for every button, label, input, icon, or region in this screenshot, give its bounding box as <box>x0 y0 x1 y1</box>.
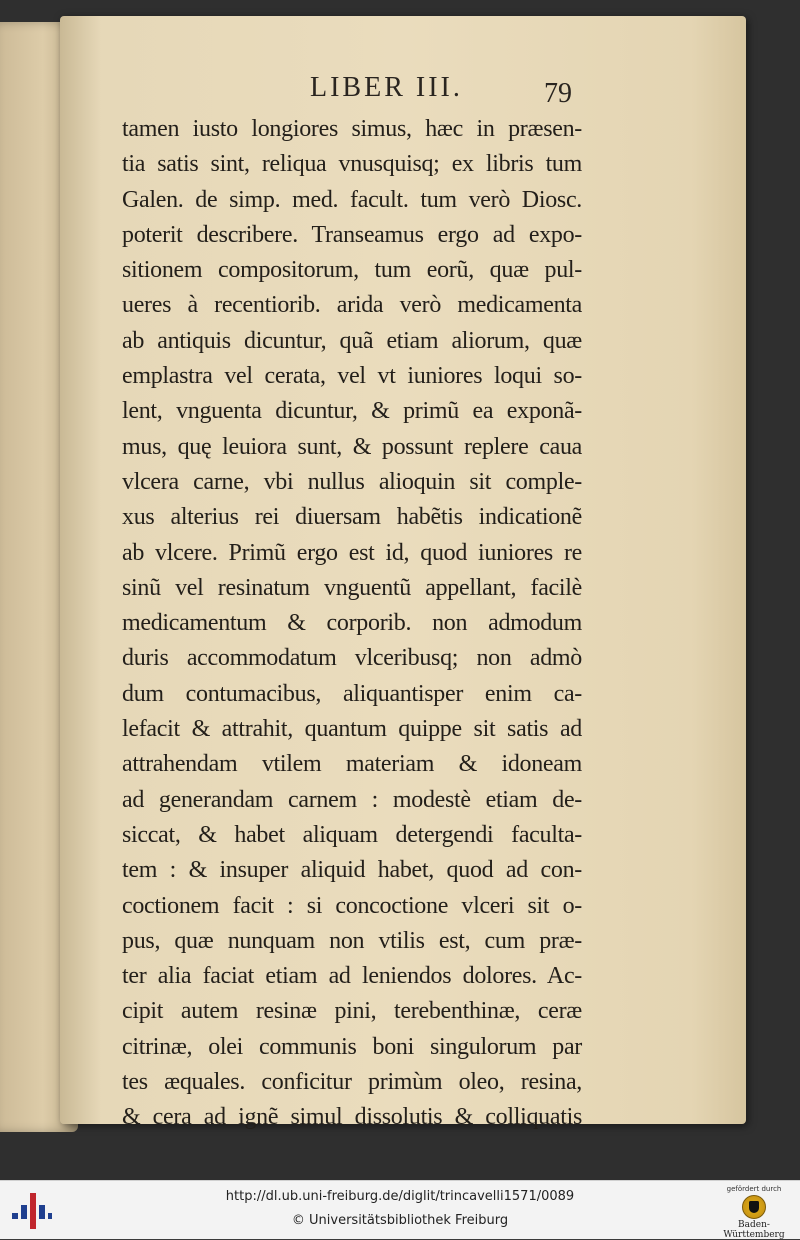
funder-logo[interactable] <box>714 1183 794 1239</box>
text-line: emplastra vel cerata, vel vt iuniores loqui so- <box>122 363 582 390</box>
text-line: pus, quæ nunquam non vtilis est, cum præ- <box>122 927 582 954</box>
text-line: citrinæ, olei communis boni singulorum par <box>122 1033 582 1060</box>
text-line: mus, quę leuiora sunt, & possunt replere caua <box>122 433 582 460</box>
text-line: duris accommodatum vlceribusq; non admò <box>122 645 582 672</box>
text-line: ab antiquis dicuntur, quã etiam aliorum, quæ <box>122 327 582 354</box>
text-line: & cera ad ignẽ simul dissolutis & colliquatis <box>122 1104 582 1131</box>
text-line: tamen iusto longiores simus, hæc in præsen- <box>122 116 582 142</box>
text-line: tem : & insuper aliquid habet, quod ad con- <box>122 857 582 884</box>
page-number: 79 <box>544 78 572 109</box>
text-line: lent, vnguenta dicuntur, & primũ ea exponã- <box>122 398 582 425</box>
text-line: poterit describere. Transeamus ergo ad expo- <box>122 221 582 248</box>
text-line: sitionem compositorum, tum eorũ, quæ pul- <box>122 257 582 284</box>
text-line: ueres à recentiorib. arida verò medicamenta <box>122 292 582 319</box>
funder-name: Baden-Württemberg <box>723 1220 785 1240</box>
text-line: vlcera carne, vbi nullus alioquin sit comple- <box>122 468 582 495</box>
viewer-footer <box>0 1180 800 1239</box>
text-line: Galen. de simp. med. facult. tum verò Diosc. <box>122 186 582 213</box>
text-line: coctionem facit : si concoctione vlceri sit o- <box>122 892 582 919</box>
permalink-url[interactable]: http://dl.ub.uni-freiburg.de/diglit/trincavelli1571/0089 <box>225 1189 575 1204</box>
coat-of-arms-icon <box>742 1195 766 1219</box>
text-line: ab vlcere. Primũ ergo est id, quod iuniores re <box>122 539 582 566</box>
text-line: dum contumacibus, aliquantisper enim ca- <box>122 680 582 707</box>
text-line: medicamentum & corporib. non admodum <box>122 610 582 637</box>
text-line: cipit autem resinæ pini, terebenthinæ, ceræ <box>122 998 582 1025</box>
text-line: lefacit & attrahit, quantum quippe sit satis ad <box>122 716 582 743</box>
text-line: sinũ vel resinatum vnguentũ appellant, facilè <box>122 574 582 601</box>
text-line: siccat, & habet aliquam detergendi faculta- <box>122 821 582 848</box>
copyright-notice: © Universitätsbibliothek Freiburg <box>291 1213 509 1228</box>
text-line: xus alterius rei diuersam habẽtis indicationẽ <box>122 504 582 531</box>
text-line: ad generandam carnem : modestè etiam de- <box>122 786 582 813</box>
body-text <box>122 112 582 1136</box>
text-line: ter alia faciat etiam ad leniendos dolores. Ac- <box>122 963 582 990</box>
text-line: tes æquales. conficitur primùm oleo, resina, <box>122 1069 582 1096</box>
running-head: LIBER III. <box>310 72 463 103</box>
funder-label: gefördert durch <box>726 1185 782 1193</box>
text-line: tia satis sint, reliqua vnusquisq; ex libris tum <box>122 151 582 178</box>
text-line: attrahendam vtilem materiam & idoneam <box>122 751 582 778</box>
page-header <box>60 72 746 112</box>
